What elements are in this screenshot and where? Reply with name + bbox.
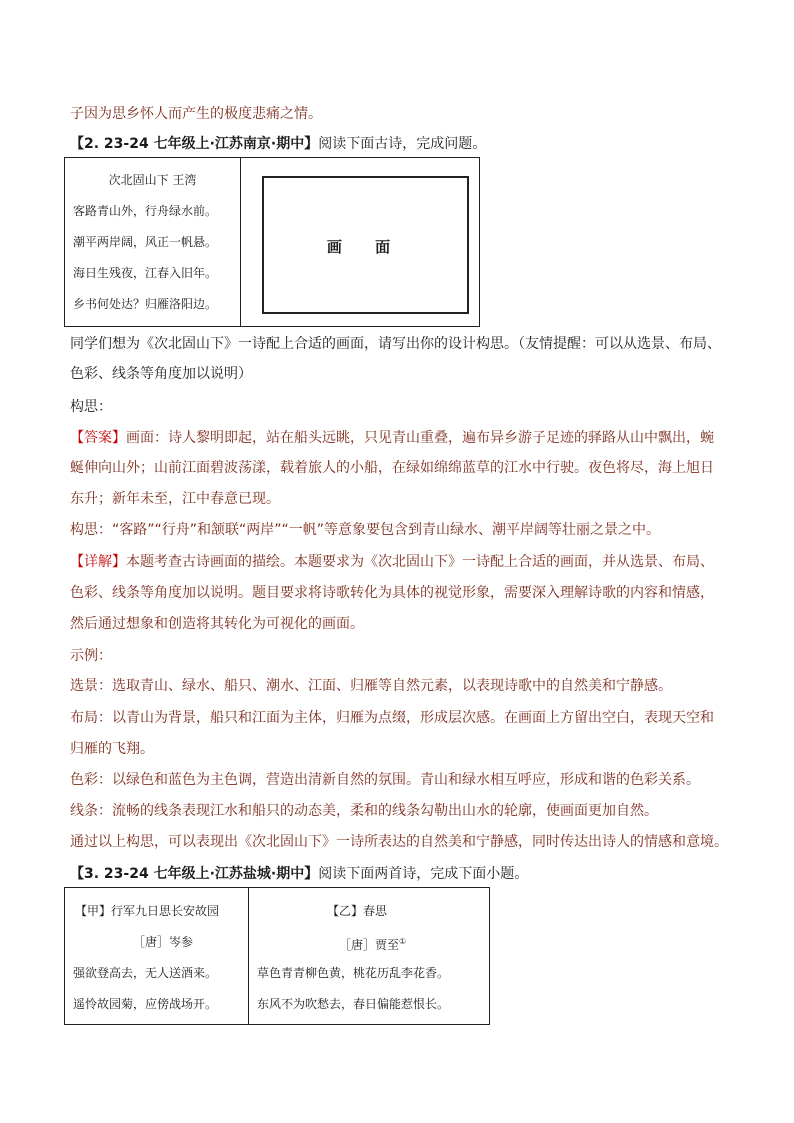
poem-line-3: 海日生残夜，江春入旧年。 [73, 266, 218, 280]
poem-b-cell [249, 888, 490, 1025]
detail-tag: 【详解】 [70, 554, 126, 570]
question-2-prompt: 阅读下面古诗，完成问题。 [318, 136, 487, 152]
answer-gousi: 构思：“客路”“行舟”和颔联“两岸”“一帆”等意象要包含到青山绿水、潮平岸阔等壮丽之景之中。 [70, 522, 661, 538]
poem-a-title: 【甲】行军九日思长安故园 [75, 904, 220, 918]
gousi-label: 构思： [70, 399, 112, 415]
question-2-tag: 【2. 23-24 七年级上·江苏南京·期中】 [70, 136, 319, 152]
two-poems-table [64, 887, 490, 1025]
poem-b-title: 【乙】春思 [327, 904, 388, 918]
example-line-6: 通过以上构思，可以表现出《次北固山下》一诗所表达的自然美和宁静感，同时传达出诗人的情感和意境。 [70, 834, 728, 850]
answer-line-1 [70, 428, 714, 448]
question-2-header [70, 134, 486, 154]
example-line-4: 色彩：以绿色和蓝色为主色调，营造出清新自然的氛围。青山和绿水相互呼应，形成和谐的色彩关系。 [70, 772, 700, 788]
question-line-1: 同学们想为《次北固山下》一诗配上合适的画面，请写出你的设计构思。（友情提醒：可以从选景、布局、 [70, 336, 721, 352]
poem-a-line-2: 遥怜故园菊，应傍战场开。 [73, 997, 218, 1011]
poem-a-author: ［唐］岑参 [133, 935, 194, 949]
poem-line-1: 客路青山外，行舟绿水前。 [73, 204, 218, 218]
poem-b-line-1: 草色青青柳色黄，桃花历乱李花香。 [257, 966, 450, 980]
poem-b-author-name: ［唐］贾至 [339, 938, 400, 952]
poem-line-4: 乡书何处达？归雁洛阳边。 [73, 297, 218, 311]
example-line-3: 归雁的飞翔。 [70, 741, 154, 757]
detail-line-2: 色彩、线条等角度加以说明。题目要求将诗歌转化为具体的视觉形象，需要深入理解诗歌的内容和情感， [70, 585, 714, 601]
poem-b-line-2: 东风不为吹愁去，春日偏能惹恨长。 [257, 997, 450, 1011]
example-line-5: 线条：流畅的线条表现江水和船只的动态美，柔和的线条勾勒出山水的轮廓，使画面更加自然。 [70, 803, 658, 819]
picture-frame [262, 176, 469, 314]
poem-a-line-1: 强欲登高去，无人送酒来。 [73, 966, 218, 980]
detail-line-3: 然后通过想象和创造将其转化为可视化的画面。 [70, 616, 364, 632]
example-line-1: 选景：选取青山、绿水、船只、潮水、江面、归雁等自然元素，以表现诗歌中的自然美和宁静感。 [70, 678, 672, 694]
example-label: 示例： [70, 648, 112, 664]
question-3-tag: 【3. 23-24 七年级上·江苏盐城·期中】 [70, 866, 319, 882]
poem-title: 次北固山下 王湾 [108, 173, 197, 187]
poem-cell [65, 158, 241, 327]
poem-b-footnote-mark: ① [399, 937, 407, 946]
poem-a-cell [65, 888, 249, 1025]
question-line-2: 色彩、线条等角度加以说明） [70, 366, 252, 382]
answer-text-1: 画面：诗人黎明即起，站在船头远眺，只见青山重叠，遍布异乡游子足迹的驿路从山中飘出，蜿 [126, 430, 714, 446]
question-3-prompt: 阅读下面两首诗，完成下面小题。 [318, 866, 529, 882]
answer-line-3: 东升；新年未至，江中春意已现。 [70, 491, 280, 507]
detail-line-1 [70, 552, 714, 572]
answer-tag: 【答案】 [70, 430, 126, 446]
answer-line-2: 蜒伸向山外；山前江面碧波荡漾，载着旅人的小船，在绿如绵绵蓝草的江水中行驶。夜色将尽，海上旭日 [70, 460, 714, 476]
detail-text-1: 本题考查古诗画面的描绘。本题要求为《次北固山下》一诗配上合适的画面，并从选景、布局、 [126, 554, 714, 570]
intro-line: 子因为思乡怀人而产生的极度悲痛之情。 [70, 106, 322, 122]
poem-line-2: 潮平两岸阔，风正一帆悬。 [73, 235, 218, 249]
example-line-2: 布局：以青山为背景，船只和江面为主体，归雁为点缀，形成层次感。在画面上方留出空白，表现天空和 [70, 710, 714, 726]
question-3-header [70, 864, 528, 884]
poem-b-author [339, 934, 406, 953]
picture-frame-label: 画 面 [326, 238, 405, 256]
